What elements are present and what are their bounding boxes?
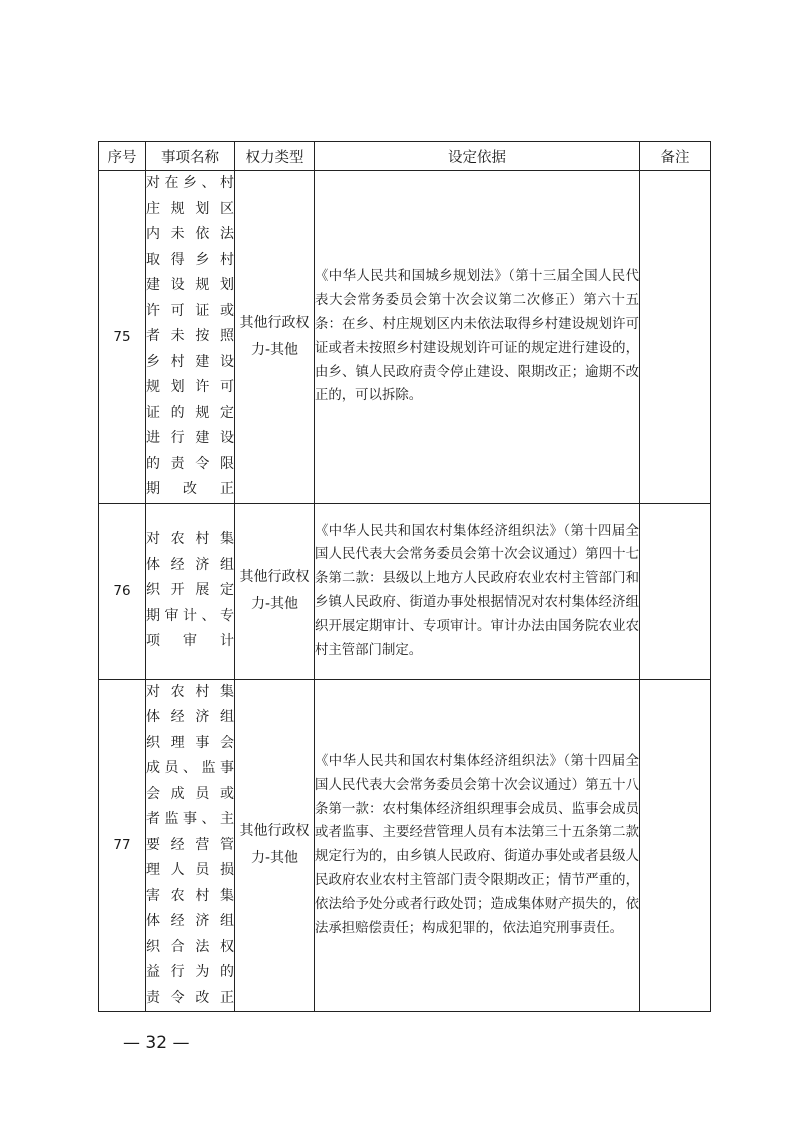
- authority-table: [98, 141, 711, 1012]
- header-remarks: 备注: [640, 142, 711, 171]
- row-serial: 76: [99, 503, 146, 679]
- name-line: 许可证或: [146, 302, 234, 319]
- name-line: 织理事会: [146, 734, 234, 751]
- name-line: 体经济组: [146, 709, 234, 725]
- row-remarks: [640, 503, 711, 679]
- row-legal-basis: 《中华人民共和国农村集体经济组织法》（第十四届全国人民代表大会常务委员会第十次会议通过）第五十八条第一款：农村集体经济组织理事会成员、监事会成员或者监事、主要经营管理人员有本法第三十五条第二款规定行为的，由乡镇人民政府、街道办事处或者县级人民政府农业农村主管部门责令限期改正；情节严重的，依法给予处分或者行政处罚；造成集体财产损失的，依法承担赔偿责任；构成犯罪的，依法追究刑事责任。: [315, 679, 640, 1012]
- name-line: 规划许可: [146, 379, 234, 395]
- table-row: [99, 679, 711, 1012]
- row-power-type: 其他行政权力-其他: [235, 503, 315, 679]
- row-serial: 75: [99, 171, 146, 504]
- row-legal-basis: 《中华人民共和国农村集体经济组织法》（第十四届全国人民代表大会常务委员会第十次会议通过）第四十七条第二款：县级以上地方人民政府农业农村主管部门和乡镇人民政府、街道办事处根据情况对农村集体经济组织开展定期审计、专项审计。审计办法由国务院农业农村主管部门制定。: [315, 503, 640, 679]
- header-power-type: 权力类型: [235, 142, 315, 171]
- name-line: 害农村集: [146, 887, 234, 904]
- name-line: 对在乡、村: [146, 175, 234, 191]
- row-item-name: [146, 503, 235, 679]
- row-power-type: 其他行政权力-其他: [235, 679, 315, 1012]
- name-line: 项审计: [146, 633, 234, 650]
- name-line: 证的规定: [146, 404, 234, 421]
- table-header-row: [99, 142, 711, 171]
- name-line: 理人员损: [146, 862, 234, 878]
- name-line: 织开展定: [146, 582, 234, 599]
- row-remarks: [640, 171, 711, 504]
- name-line: 期改正: [146, 481, 234, 497]
- header-item-name: 事项名称: [146, 142, 235, 171]
- header-legal-basis: 设定依据: [315, 142, 640, 171]
- row-power-type: 其他行政权力-其他: [235, 171, 315, 504]
- name-line: 体经济组: [146, 913, 234, 929]
- row-serial: 77: [99, 679, 146, 1012]
- name-line: 对农村集: [146, 531, 234, 548]
- name-line: 取得乡村: [146, 251, 234, 268]
- row-item-name: [146, 679, 235, 1012]
- header-serial: 序号: [99, 142, 146, 171]
- name-line: 期审计、专: [146, 607, 234, 624]
- name-line: 要经营管: [146, 836, 234, 853]
- name-line: 者未按照: [146, 328, 234, 344]
- page-number: — 32 —: [123, 1033, 190, 1053]
- name-line: 进行建设: [146, 430, 234, 446]
- name-line: 会成员或: [146, 785, 234, 802]
- name-line: 内未依法: [146, 226, 234, 242]
- name-line: 对农村集: [146, 683, 234, 700]
- table-row: [99, 171, 711, 504]
- name-line: 责令改正: [146, 989, 234, 1006]
- name-line: 益行为的: [146, 964, 234, 980]
- name-line: 者监事、主: [146, 811, 234, 827]
- name-line: 乡村建设: [146, 353, 234, 370]
- row-item-name: [146, 171, 235, 504]
- row-remarks: [640, 679, 711, 1012]
- name-line: 成员、监事: [146, 760, 234, 776]
- name-line: 建设规划: [146, 277, 234, 293]
- name-line: 的责令限: [146, 455, 234, 472]
- name-line: 庄规划区: [146, 200, 234, 217]
- table-row: [99, 503, 711, 679]
- name-line: 体经济组: [146, 556, 234, 573]
- name-line: 织合法权: [146, 938, 234, 955]
- row-legal-basis: 《中华人民共和国城乡规划法》（第十三届全国人民代表大会常务委员会第十次会议第二次修正）第六十五条：在乡、村庄规划区内未依法取得乡村建设规划许可证或者未按照乡村建设规划许可证的规定进行建设的，由乡、镇人民政府责令停止建设、限期改正；逾期不改正的，可以拆除。: [315, 171, 640, 504]
